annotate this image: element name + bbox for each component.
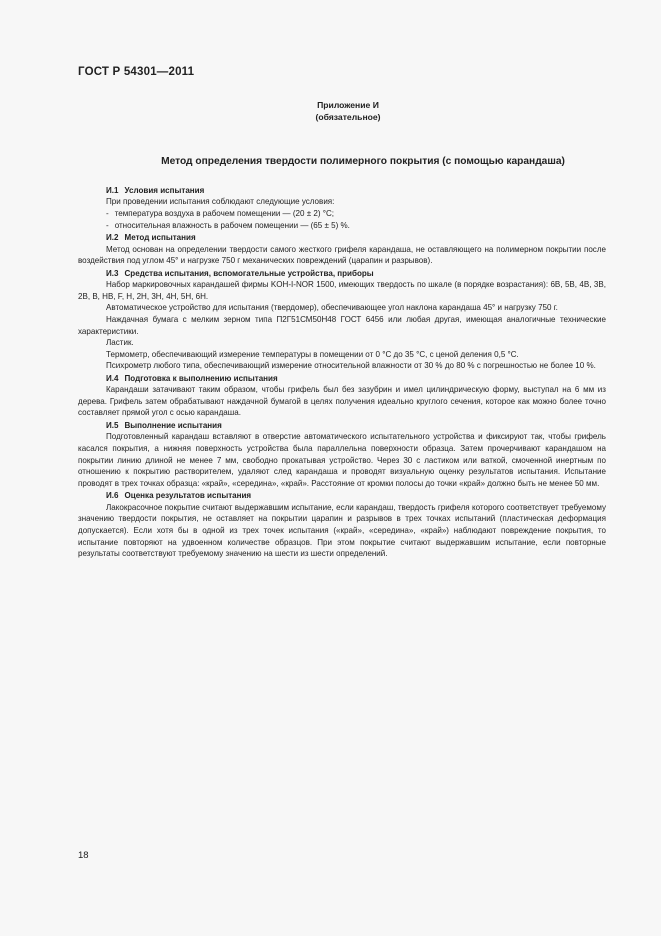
paragraph: Метод основан на определении твердости самого жесткого грифеля карандаша, не оставляющего на полимерном покрытии после воздействия под углом 45° и нагрузке 750 г механических повреждений (царапин и разрывов). <box>78 244 606 266</box>
section-heading <box>78 420 606 432</box>
section-title: Выполнение испытания <box>124 420 222 430</box>
section-title: Метод испытания <box>124 232 196 242</box>
section-heading <box>78 185 606 197</box>
section-title: Условия испытания <box>124 185 205 195</box>
paragraph: Термометр, обеспечивающий измерение температуры в помещении от 0 °С до 35 °С, с ценой деления 0,5 °С. <box>106 349 519 359</box>
section-heading <box>78 232 606 244</box>
section-number: И.2 <box>106 232 119 242</box>
paragraph: Лакокрасочное покрытие считают выдержавшим испытание, если карандаш, твердость грифеля которого соответствует требуемому значению твердости покрытия, не оставляет на покрытии царапин и разрывов в трех точках испытаний (пластическая деформация допускается). Если хотя бы в одной из трех точек испытания («край», «середина», «край») наблюдают повреждение покрытия, то испытание повторяют на удвоенном количестве образцов. При этом покрытие считают выдержавшим испытание, если повторные результаты соответствуют требуемому значению на шести из шести определений. <box>78 502 606 559</box>
document-body <box>78 184 606 560</box>
document-header: ГОСТ Р 54301—2011 <box>78 66 195 78</box>
list-item-text: температура воздуха в рабочем помещении — (20 ± 2) °С; <box>114 208 335 218</box>
paragraph: При проведении испытания соблюдают следующие условия: <box>106 197 335 207</box>
annex-label <box>300 99 396 123</box>
section-title: Подготовка к выполнению испытания <box>124 373 278 383</box>
list-dash: - <box>106 208 109 218</box>
annex-title: Приложение И <box>317 100 379 110</box>
paragraph: Наждачная бумага с мелким зерном типа П2Г51СМ50Н48 ГОСТ 6456 или любая другая, имеющая аналогичные технические характеристики. <box>78 314 606 336</box>
section-number: И.6 <box>106 491 119 501</box>
section-heading <box>78 490 606 502</box>
paragraph: Автоматическое устройство для испытания (твердомер), обеспечивающее угол наклона карандаша 45° и нагрузку 750 г. <box>106 303 558 313</box>
page-title: Метод определения твердости полимерного покрытия (с помощью карандаша) <box>161 156 565 167</box>
section-title: Средства испытания, вспомогательные устройства, приборы <box>124 268 374 278</box>
list-item <box>78 220 606 232</box>
paragraph: Подготовленный карандаш вставляют в отверстие автоматического испытательного устройства и фиксируют так, чтобы грифель касался покрытия, а нижняя поверхность устройства была параллельна поверхности образца. Затем прочерчивают карандашом на покрытии линию длиной не менее 7 мм, свободно прокатывая устройство. Через 30 с ластиком или ваткой, смоченной инертным по отношению к покрытию растворителем, удаляют след карандаша и проводят визуальную оценку результатов испытания. Испытание проводят в трех точках образца: «край», «середина», «край». Расстояние от кромки полосы до точки «край» должно быть не менее 50 мм. <box>78 432 606 488</box>
list-dash: - <box>106 220 109 230</box>
paragraph: Ластик. <box>106 338 134 348</box>
page-number: 18 <box>78 850 89 861</box>
section-number: И.3 <box>106 268 119 278</box>
section-heading <box>78 268 606 280</box>
paragraph: Набор маркировочных карандашей фирмы KOH-I-NOR 1500, имеющих твердость по шкале (в порядке возрастания): 6В, 5В, 4В, 3В, 2В, В, НВ, F, Н, 2Н, 3Н, 4Н, 5Н, 6Н. <box>78 280 606 301</box>
paragraph: Психрометр любого типа, обеспечивающий измерение относительной влажности от 30 % до 80 % с погрешностью не более 10 %. <box>106 361 596 371</box>
list-item-text: относительная влажность в рабочем помещении — (65 ± 5) %. <box>114 220 350 230</box>
section-title: Оценка результатов испытания <box>124 491 252 501</box>
list-item <box>78 208 606 220</box>
section-number: И.1 <box>106 185 119 195</box>
section-heading <box>78 373 606 385</box>
section-number: И.5 <box>106 420 119 430</box>
annex-status: (обязательное) <box>315 112 381 122</box>
paragraph: Карандаши затачивают таким образом, чтобы грифель был без зазубрин и имел цилиндрическую форму, выступал на 6 мм из дерева. Грифель затем обрабатывают наждачной бумагой в целях получения идеально круглого сечения, которое как можно более точно составляет прямой угол с осью карандаша. <box>78 385 606 418</box>
section-number: И.4 <box>106 373 119 383</box>
